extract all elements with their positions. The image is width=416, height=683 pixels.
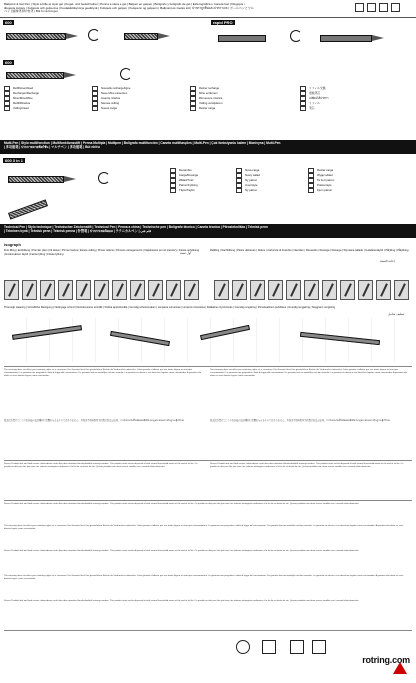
pen-3in1-illustration	[8, 176, 64, 183]
pen-icon	[355, 3, 364, 12]
twist-arrow-icon	[290, 30, 302, 42]
multipen-band	[0, 140, 416, 154]
list-item: Nouvelle recharge/ligne	[92, 86, 130, 91]
list-item: Refill/insert/feed	[4, 86, 39, 91]
list-item: Neue Mine einsetzen	[92, 91, 130, 96]
isograph-title: isograph	[4, 242, 21, 247]
pen-tip	[158, 33, 170, 39]
list-item: Retirer recharge	[190, 86, 222, 91]
list-item: Recharger/Recharge	[4, 91, 39, 96]
header-text	[4, 3, 334, 14]
list-item: Mine entfernen	[190, 91, 222, 96]
multipen-band-line2: | 多功能笔 | ปากกาหลายฟังก์ชัน | マルチペン | 多功能笔 | Bút nhiều	[4, 145, 100, 149]
header-line-1: Ballpoint & Gel Pen | Stylo à bille et stylo gel | Kugel- und Gelschreiber | Penna a sfera e gel | Balpen en gelpen | Bolígrafo y bolígrafo de gel | Esferográfica e Caneta Gel | Długopis i	[4, 2, 245, 6]
list-item: Fjern patron	[308, 188, 334, 193]
step-image	[286, 280, 301, 300]
list-item: Refill/Ricarica	[4, 101, 39, 106]
list-item: Ny patron	[236, 188, 260, 193]
twist-arrow-icon	[120, 68, 132, 80]
list-item: Vulling verwijderen	[190, 101, 222, 106]
refilling-arabic: إعادة التعبئة	[380, 259, 395, 263]
section-600-tag: 600	[5, 20, 12, 25]
step-image	[130, 280, 145, 300]
divider	[4, 460, 412, 461]
paper-icon	[391, 3, 400, 12]
cap-icon	[379, 3, 388, 12]
list-item: Nueva carga	[92, 106, 130, 111]
step-image	[58, 280, 73, 300]
divider	[0, 17, 416, 18]
disposal-text-3: Dieses Produkt darf am Ende seiner Lebensdauer nicht über den normalen Haushaltsabfall entsorgt werden. This product must not be disposed of with normal household waste at the end of its life. Ce produit ne doit pas être jeté avec les ordures ménagères ordinaires à la fin de sa durée de vie. Questo prodotto non deve essere smaltito con i normali rifiuti domestici.	[4, 503, 360, 505]
list-item: 更换笔芯	[300, 91, 328, 96]
list-item: Ta bort patron	[308, 178, 334, 183]
list-item: เปลี่ยนไส้ปากกา	[300, 96, 328, 101]
step-image	[304, 280, 319, 300]
list-item: Carga/Recarga	[170, 173, 198, 178]
step-image	[340, 280, 355, 300]
pen-tip	[66, 33, 78, 39]
list-item: リフィル交換	[300, 86, 328, 91]
step-image	[232, 280, 247, 300]
list-item: Patron/Fyllning	[170, 183, 198, 188]
pen-600-open	[124, 33, 158, 40]
disposal-text-5: Dieses Produkt darf am Ende seiner Lebensdauer nicht über den normalen Haushaltsabfall entsorgt werden. This product must not be disposed of with normal household waste at the end of its life. Ce produit ne doit pas être jeté avec les ordures ménagères ordinaires à la fin de sa durée de vie. Questo prodotto non deve essere smaltito con i normali rifiuti domestici.	[4, 550, 360, 552]
refill-column-1	[4, 86, 39, 111]
list-item: Uusi täyte	[236, 183, 260, 188]
section-600b-tag: 600	[5, 60, 12, 65]
step-image	[214, 280, 229, 300]
divider	[4, 630, 412, 631]
technical-pen-band	[0, 224, 416, 238]
step-image	[394, 280, 409, 300]
list-item: Retirar carga	[190, 106, 222, 111]
header-line-3: ペン | 圆珠笔和中性笔 | Bút bi và bút gel	[4, 9, 58, 14]
step-image	[376, 280, 391, 300]
info-icon	[312, 640, 326, 654]
warranty-text-asian-2: 保証は消費者としてのお客様の法的権利に影響を与えるものではありません。本保证不影响您作为消费者的法定权利。การรับประกันนี้ไม่มีผลต่อสิทธิตามกฎหมายของท่านในฐานะผู้บริโภค	[210, 420, 390, 422]
pen-rapid-pro-open	[320, 35, 372, 42]
divider	[4, 500, 412, 501]
cleaning-title: Thorough cleaning | Gründliche Reinigung | Nettoyage à fond | Derinlemesine temizlik | Pulizia approfondita | Grondig schoonmaken | Limpieza minuciosa | Limpeza minuciosa | Dokładne czyszczenie | Grundig rengøring | Perusteellinen puhdistus | Grundig rengjøring | Noggrann rengöring	[4, 306, 336, 309]
warranty-text: The warranty does not affect your statutory rights as a consumer. Die Garantie lässt Ihre gesetzlichen Rechte als Verbraucher unberührt. Cette garantie n'affecte pas vos droits légaux en tant que consommateur. La garanzia non pregiudica i diritti di legge del consumatore. De garantie laat uw wettelijke rechten onverlet. La garantía no afecta a sus derechos legales como consumidor. A garantia não afeta os seus direitos legais como consumidor.	[4, 369, 202, 377]
divider	[4, 366, 412, 367]
refill-icon	[367, 3, 376, 12]
list-item: Poista täyte	[308, 183, 334, 188]
list-item: Rimuovere ricarica	[190, 96, 222, 101]
step-image	[22, 280, 37, 300]
refilling-title: Refilling | Nachfüllung | Pleins ultérieurs | Dolum | Cartuccia di ricambio | Navullen | Recambio | Recarga | Recarga | Wymiana wkładu | Uudelleentäyttö | Påfylling | Påfyllning	[210, 249, 409, 252]
pen-tip	[64, 72, 76, 78]
list-item: Recambio	[170, 168, 198, 173]
step-image	[40, 280, 55, 300]
warranty-text-asian: 保証は消費者としてのお客様の法的権利に影響を与えるものではありません。本保证不影响您作为消费者的法定权利。การรับประกันนี้ไม่มีผลต่อสิทธิตามกฎหมายของท่านในฐานะผู้บริโภค	[4, 420, 184, 422]
list-item: Retirar carga	[308, 168, 334, 173]
weee-bin-icon	[262, 640, 276, 654]
first-filling-title: First filling | Erstfüllung | Premier plein | Ilk dolum | Prima ricarica | Eerste vulling | Primer relleno | Primeiro carregamento | Napełnianie po raz pierwszy | Første opfyldning | Ensimmäinen täyttö | Første fylling | Första fyllning	[4, 249, 200, 256]
step-image	[4, 280, 19, 300]
step-image	[322, 280, 337, 300]
twist-arrow-icon	[98, 172, 110, 184]
step-image	[148, 280, 163, 300]
list-item: Täyte/Täyttö	[170, 188, 198, 193]
disposal-text: Dieses Produkt darf am Ende seiner Lebensdauer nicht über den normalen Haushaltsabfall entsorgt werden. This product must not be disposed of with normal household waste at the end of its life. Ce produit ne doit pas être jeté avec les ordures ménagères ordinaires à la fin de sa durée de vie. Questo prodotto non deve essere smaltito con i normali rifiuti domestici.	[4, 463, 198, 468]
multipen-column-3	[308, 168, 334, 193]
recycle-icon	[236, 640, 250, 654]
refill-column-3	[190, 86, 222, 111]
list-item: Ny patron	[236, 178, 260, 183]
refill-column-2	[92, 86, 130, 111]
step-image	[268, 280, 283, 300]
pen-600b-illustration	[6, 72, 64, 79]
list-item: Nieuwe vulling	[92, 101, 130, 106]
list-item: Mine/Mine/Mine	[4, 96, 39, 101]
brand-logo: rotring.com	[362, 655, 410, 665]
section-rapid-pro-tag: rapid PRO	[213, 20, 233, 25]
pen-rapid-pro-illustration	[218, 35, 266, 42]
disposal-text-7: Dieses Produkt darf am Ende seiner Lebensdauer nicht über den normalen Haushaltsabfall entsorgt werden. This product must not be disposed of with normal household waste at the end of its life. Ce produit ne doit pas être jeté avec les ordures ménagères ordinaires à la fin de sa durée de vie. Questo prodotto non deve essere smaltito con i normali rifiuti domestici.	[4, 600, 360, 602]
multipen-band-line1: Multi-Pen | Stylo multifonction | Multifunktionsstift | Penna Multipla | Multipen | Bolígrafo multifunción | Caneta multifunções | Multi-Pen | Çok fonksiyonlu kalem | Monivyna | Multi-Pen	[4, 141, 281, 145]
step-image	[358, 280, 373, 300]
list-item: Vulling/Insert	[4, 106, 39, 111]
disposal-text-4: The warranty does not affect your statutory rights as a consumer. Die Garantie lässt Ihre gesetzlichen Rechte als Verbraucher unberührt. Cette garantie n'affecte pas vos droits légaux en tant que consommateur. La garanzia non pregiudica i diritti di legge del consumatore. De garantie laat uw wettelijke rechten onverlet. La garantía no afecta a sus derechos legales como consumidor. A garantia não afeta os seus direitos legais como consumidor.	[4, 525, 404, 530]
cleaning-arabic: تنظيف شامل	[388, 312, 405, 316]
header-icons	[355, 3, 400, 12]
step-image	[112, 280, 127, 300]
list-item: Nowy wkład	[236, 173, 260, 178]
disposal-text-2: Dieses Produkt darf am Ende seiner Lebensdauer nicht über den normalen Haushaltsabfall entsorgt werden. This product must not be disposed of with normal household waste at the end of its life. Ce produit ne doit pas être jeté avec les ordures ménagères ordinaires à la fin de sa durée de vie. Questo prodotto non deve essere smaltito con i normali rifiuti domestici.	[210, 463, 404, 468]
warning-triangle-icon	[393, 662, 407, 674]
header-line-2: długopis żelowy | Kulspets och gelpenna | Kuulakärkikynä ja geelikynä | Kulspets och gelpen | Kulepenn og gelpenn | Ballpoint és zselés toll | ปากกาลูกลื่นและปากกาเจล | ボールペンとゲル	[4, 5, 254, 10]
list-item: Inserire ricarica	[92, 96, 130, 101]
twist-arrow-icon	[88, 29, 100, 41]
refill-column-4	[300, 86, 328, 111]
list-item: Wkład/Tusz	[170, 178, 198, 183]
list-item: Wyjąć wkład	[308, 173, 334, 178]
step-image	[166, 280, 181, 300]
step-image	[250, 280, 265, 300]
multipen-column-2	[236, 168, 260, 193]
multipen-column-1	[170, 168, 198, 193]
first-filling-arabic: أول تعبئة	[180, 251, 191, 255]
warranty-text-2: The warranty does not affect your statutory rights as a consumer. Die Garantie lässt Ihre gesetzlichen Rechte als Verbraucher unberührt. Cette garantie n'affecte pas vos droits légaux en tant que consommateur. La garanzia non pregiudica i diritti di legge del consumatore. De garantie laat uw wettelijke rechten onverlet. La garantía no afecta a sus derechos legales como consumidor. A garantia não afeta os seus direitos legais como consumidor.	[210, 369, 408, 377]
section-600-3in1-tag: 600 3 in 1	[5, 158, 24, 163]
pen-3in1-open	[8, 199, 48, 219]
list-item: 笔芯	[300, 106, 328, 111]
list-item: リフィル	[300, 101, 328, 106]
ce-mark-icon	[290, 640, 304, 654]
step-image	[94, 280, 109, 300]
step-image	[76, 280, 91, 300]
step-image	[184, 280, 199, 300]
tech-band-line2: | Tekninen kynä | Teknisk penn | Teknisk penna | 针管笔 | ปากกาเทคนิคอล | テクニカルペン | قلم فني	[4, 229, 152, 233]
pen-tip	[372, 35, 384, 41]
pen-600-illustration	[6, 33, 66, 40]
tech-band-line1: Technical Pen | Stylo technique | Technischer Zeichenstift | Technical Pen | Penna a china | Technische pen | Bolígrafo técnico | Caneta técnica | Piirostekniikka | Teknisk penn	[4, 225, 268, 229]
disposal-text-6: The warranty does not affect your statutory rights as a consumer. Die Garantie lässt Ihre gesetzlichen Rechte als Verbraucher unberührt. Cette garantie n'affecte pas vos droits légaux en tant que consommateur. La garanzia non pregiudica i diritti di legge del consumatore. De garantie laat uw wettelijke rechten onverlet. La garantía no afecta a sus derechos legales como consumidor. A garantia não afeta os seus direitos legais como consumidor.	[4, 575, 404, 580]
pen-tip	[64, 176, 76, 182]
list-item: Nova carga	[236, 168, 260, 173]
